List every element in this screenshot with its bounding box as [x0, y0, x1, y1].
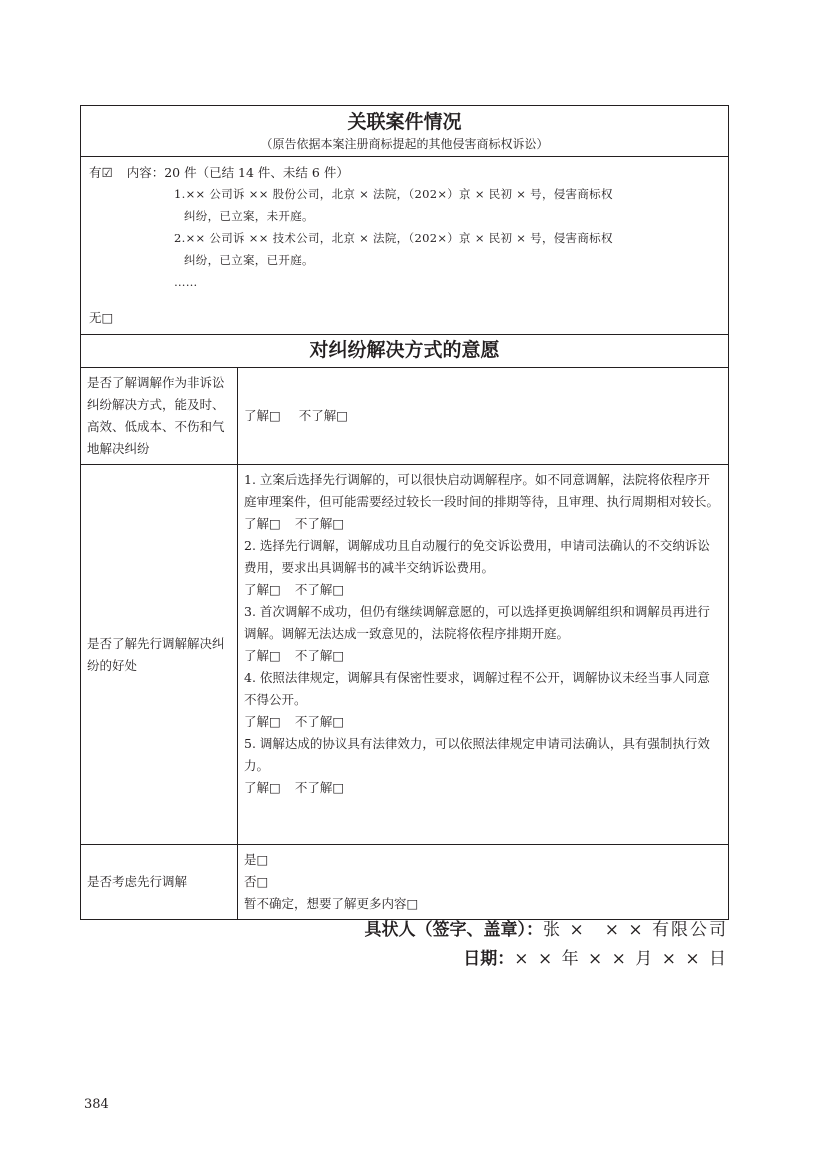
cases-summary: 内容：20 件（已结 14 件、未结 6 件） — [126, 165, 349, 180]
q3-label: 是否考虑先行调解 — [81, 845, 238, 920]
related-cases-header — [81, 106, 729, 157]
benefit-text: 1. 立案后选择先行调解的，可以很快启动调解程序。如不同意调解，法院将依程序开庭审理案件，但可能需要经过较长一段时间的排期等待，且审理、执行周期相对较长。 — [244, 472, 720, 509]
benefit-yes-checkbox[interactable]: 了解□ — [244, 516, 281, 531]
benefit-yes-checkbox[interactable]: 了解□ — [244, 648, 281, 663]
benefit-text: 3. 首次调解不成功，但仍有继续调解意愿的，可以选择更换调解组织和调解员再进行调解。调解无法达成一致意见的，法院将依程序排期开庭。 — [244, 604, 710, 641]
q3-option-no[interactable]: 否□ — [244, 874, 269, 889]
complaint-form-table — [80, 105, 729, 920]
q1-no-checkbox[interactable]: 不了解□ — [298, 408, 349, 423]
case-item: 1.×× 公司诉 ×× 股份公司，北京 × 法院，（202×）京 × 民初 × 号，侵害商标权 纠纷，已立案，未开庭。 — [174, 187, 613, 223]
related-cases-title: 关联案件情况 — [347, 111, 462, 133]
benefit-text: 5. 调解达成的协议具有法律效力，可以依照法律规定申请司法确认，具有强制执行效力。 — [244, 736, 710, 773]
has-checkbox[interactable]: 有☑ — [89, 165, 113, 180]
q1-yes-checkbox[interactable]: 了解□ — [244, 408, 281, 423]
case-item: 2.×× 公司诉 ×× 技术公司，北京 × 法院，（202×）京 × 民初 × 号，侵害商标权 纠纷，已立案，已开庭。 — [174, 231, 613, 267]
signature-block — [365, 916, 728, 974]
benefit-yes-checkbox[interactable]: 了解□ — [244, 714, 281, 729]
q2-answer — [238, 465, 729, 845]
willingness-title: 对纠纷解决方式的意愿 — [309, 339, 500, 361]
benefit-yes-checkbox[interactable]: 了解□ — [244, 780, 281, 795]
benefit-no-checkbox[interactable]: 不了解□ — [294, 714, 345, 729]
date-label: 日期： — [463, 949, 515, 969]
signer-value: 张 × × × 有限公司 — [543, 920, 728, 940]
benefit-no-checkbox[interactable]: 不了解□ — [294, 582, 345, 597]
benefit-no-checkbox[interactable]: 不了解□ — [294, 516, 345, 531]
q3-answer — [238, 845, 729, 920]
date-value: × × 年 × × 月 × × 日 — [514, 949, 728, 969]
benefit-no-checkbox[interactable]: 不了解□ — [294, 780, 345, 795]
related-cases-subtitle: （原告依据本案注册商标提起的其他侵害商标权诉讼） — [260, 137, 549, 151]
q3-option-yes[interactable]: 是□ — [244, 852, 269, 867]
benefit-no-checkbox[interactable]: 不了解□ — [294, 648, 345, 663]
willingness-header — [81, 335, 729, 368]
signer-label: 具状人（签字、盖章）： — [364, 920, 544, 940]
q3-option-unsure[interactable]: 暂不确定，想要了解更多内容□ — [244, 896, 419, 911]
related-cases-body — [81, 157, 729, 335]
case-ellipsis: …… — [174, 275, 198, 289]
q1-label: 是否了解调解作为非诉讼纠纷解决方式，能及时、高效、低成本、不伤和气地解决纠纷 — [81, 368, 238, 465]
benefit-text: 4. 依照法律规定，调解具有保密性要求，调解过程不公开，调解协议未经当事人同意不得公开。 — [244, 670, 710, 707]
none-checkbox[interactable]: 无□ — [89, 310, 114, 325]
benefit-text: 2. 选择先行调解，调解成功且自动履行的免交诉讼费用，申请司法确认的不交纳诉讼费用，要求出具调解书的减半交纳诉讼费用。 — [244, 538, 710, 575]
q2-label: 是否了解先行调解解决纠纷的好处 — [81, 465, 238, 845]
q1-answer — [238, 368, 729, 465]
page-number: 384 — [84, 1097, 109, 1112]
benefit-yes-checkbox[interactable]: 了解□ — [244, 582, 281, 597]
